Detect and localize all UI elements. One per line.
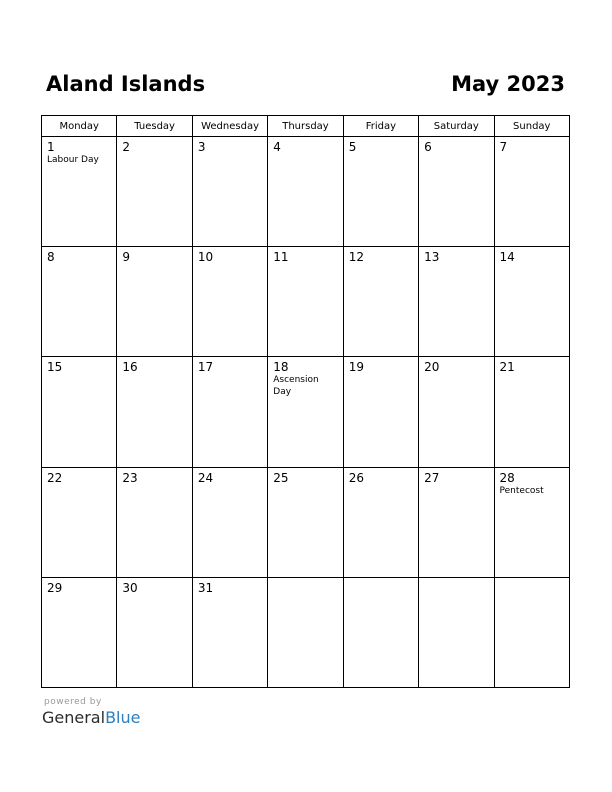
day-number: 7 xyxy=(499,140,508,154)
day-cell xyxy=(494,357,569,467)
day-number: 21 xyxy=(499,360,515,375)
brand-name-blue: Blue xyxy=(105,708,141,727)
day-cell xyxy=(419,467,494,577)
day-number: 16 xyxy=(122,360,138,375)
day-cell xyxy=(419,357,494,467)
day-cell xyxy=(192,357,267,467)
day-cell xyxy=(494,247,569,357)
day-cell xyxy=(494,467,569,577)
day-number: 19 xyxy=(348,360,364,375)
day-number: 3 xyxy=(197,140,206,154)
day-number: 1 xyxy=(47,140,55,154)
day-number: 17 xyxy=(197,360,214,375)
week-row xyxy=(42,247,570,357)
week-row xyxy=(42,137,570,247)
day-number: 26 xyxy=(348,470,364,485)
day-number: 12 xyxy=(348,250,364,265)
day-number: 27 xyxy=(424,470,440,485)
day-cell xyxy=(42,137,117,247)
day-number: 28 xyxy=(499,470,515,485)
calendar-grid xyxy=(41,115,570,688)
day-cell xyxy=(494,137,569,247)
day-cell xyxy=(343,467,418,577)
weekday-header: Saturday xyxy=(419,116,494,137)
day-cell xyxy=(268,357,343,467)
day-cell xyxy=(192,467,267,577)
day-cell xyxy=(192,247,267,357)
day-number: 29 xyxy=(47,580,63,595)
day-number: 15 xyxy=(47,360,63,375)
weekday-header: Sunday xyxy=(494,116,569,137)
holiday-label: Pentecost xyxy=(499,485,544,496)
weekday-header-row xyxy=(42,116,570,137)
day-cell xyxy=(117,137,192,247)
day-cell xyxy=(117,247,192,357)
day-cell xyxy=(268,467,343,577)
month-year-title: May 2023 xyxy=(451,72,565,96)
day-number: 11 xyxy=(273,250,289,265)
day-number: 23 xyxy=(122,470,138,485)
week-row xyxy=(42,357,570,467)
day-cell-empty xyxy=(343,577,418,687)
weekday-header: Thursday xyxy=(268,116,343,137)
day-cell xyxy=(42,247,117,357)
brand-logo[interactable] xyxy=(42,708,140,728)
day-cell-empty xyxy=(268,577,343,687)
day-cell xyxy=(343,357,418,467)
week-row xyxy=(42,577,570,687)
day-number: 8 xyxy=(47,250,55,265)
day-cell xyxy=(42,357,117,467)
day-number: 5 xyxy=(348,140,357,154)
day-cell xyxy=(268,137,343,247)
day-cell xyxy=(419,247,494,357)
weekday-header: Tuesday xyxy=(117,116,192,137)
day-cell xyxy=(117,357,192,467)
day-number: 6 xyxy=(424,140,432,154)
day-number: 10 xyxy=(197,250,214,265)
day-cell xyxy=(192,137,267,247)
day-cell xyxy=(268,247,343,357)
day-cell xyxy=(343,247,418,357)
day-cell xyxy=(42,467,117,577)
weekday-header: Wednesday xyxy=(192,116,267,137)
day-cell-empty xyxy=(494,577,569,687)
day-cell xyxy=(192,577,267,687)
day-cell-empty xyxy=(419,577,494,687)
day-number: 18 xyxy=(273,360,289,375)
day-cell xyxy=(343,137,418,247)
day-cell xyxy=(419,137,494,247)
day-number: 24 xyxy=(197,470,214,485)
country-title: Aland Islands xyxy=(46,72,206,96)
day-cell xyxy=(117,467,192,577)
day-number: 30 xyxy=(122,580,138,595)
holiday-label: Labour Day xyxy=(47,155,99,165)
day-number: 25 xyxy=(273,470,289,485)
day-number: 20 xyxy=(424,360,440,375)
day-number: 22 xyxy=(47,470,63,485)
day-cell xyxy=(42,577,117,687)
weekday-header: Monday xyxy=(42,116,117,137)
day-number: 4 xyxy=(273,140,281,154)
brand-name-general: General xyxy=(42,708,106,727)
day-number: 9 xyxy=(122,250,131,265)
powered-by-label: powered by xyxy=(44,697,102,707)
holiday-label: Ascension Day xyxy=(273,375,319,398)
day-number: 13 xyxy=(424,250,440,265)
day-cell xyxy=(117,577,192,687)
week-row xyxy=(42,467,570,577)
weekday-header: Friday xyxy=(343,116,418,137)
day-number: 31 xyxy=(197,580,214,595)
day-number: 2 xyxy=(122,140,131,154)
day-number: 14 xyxy=(499,250,515,265)
